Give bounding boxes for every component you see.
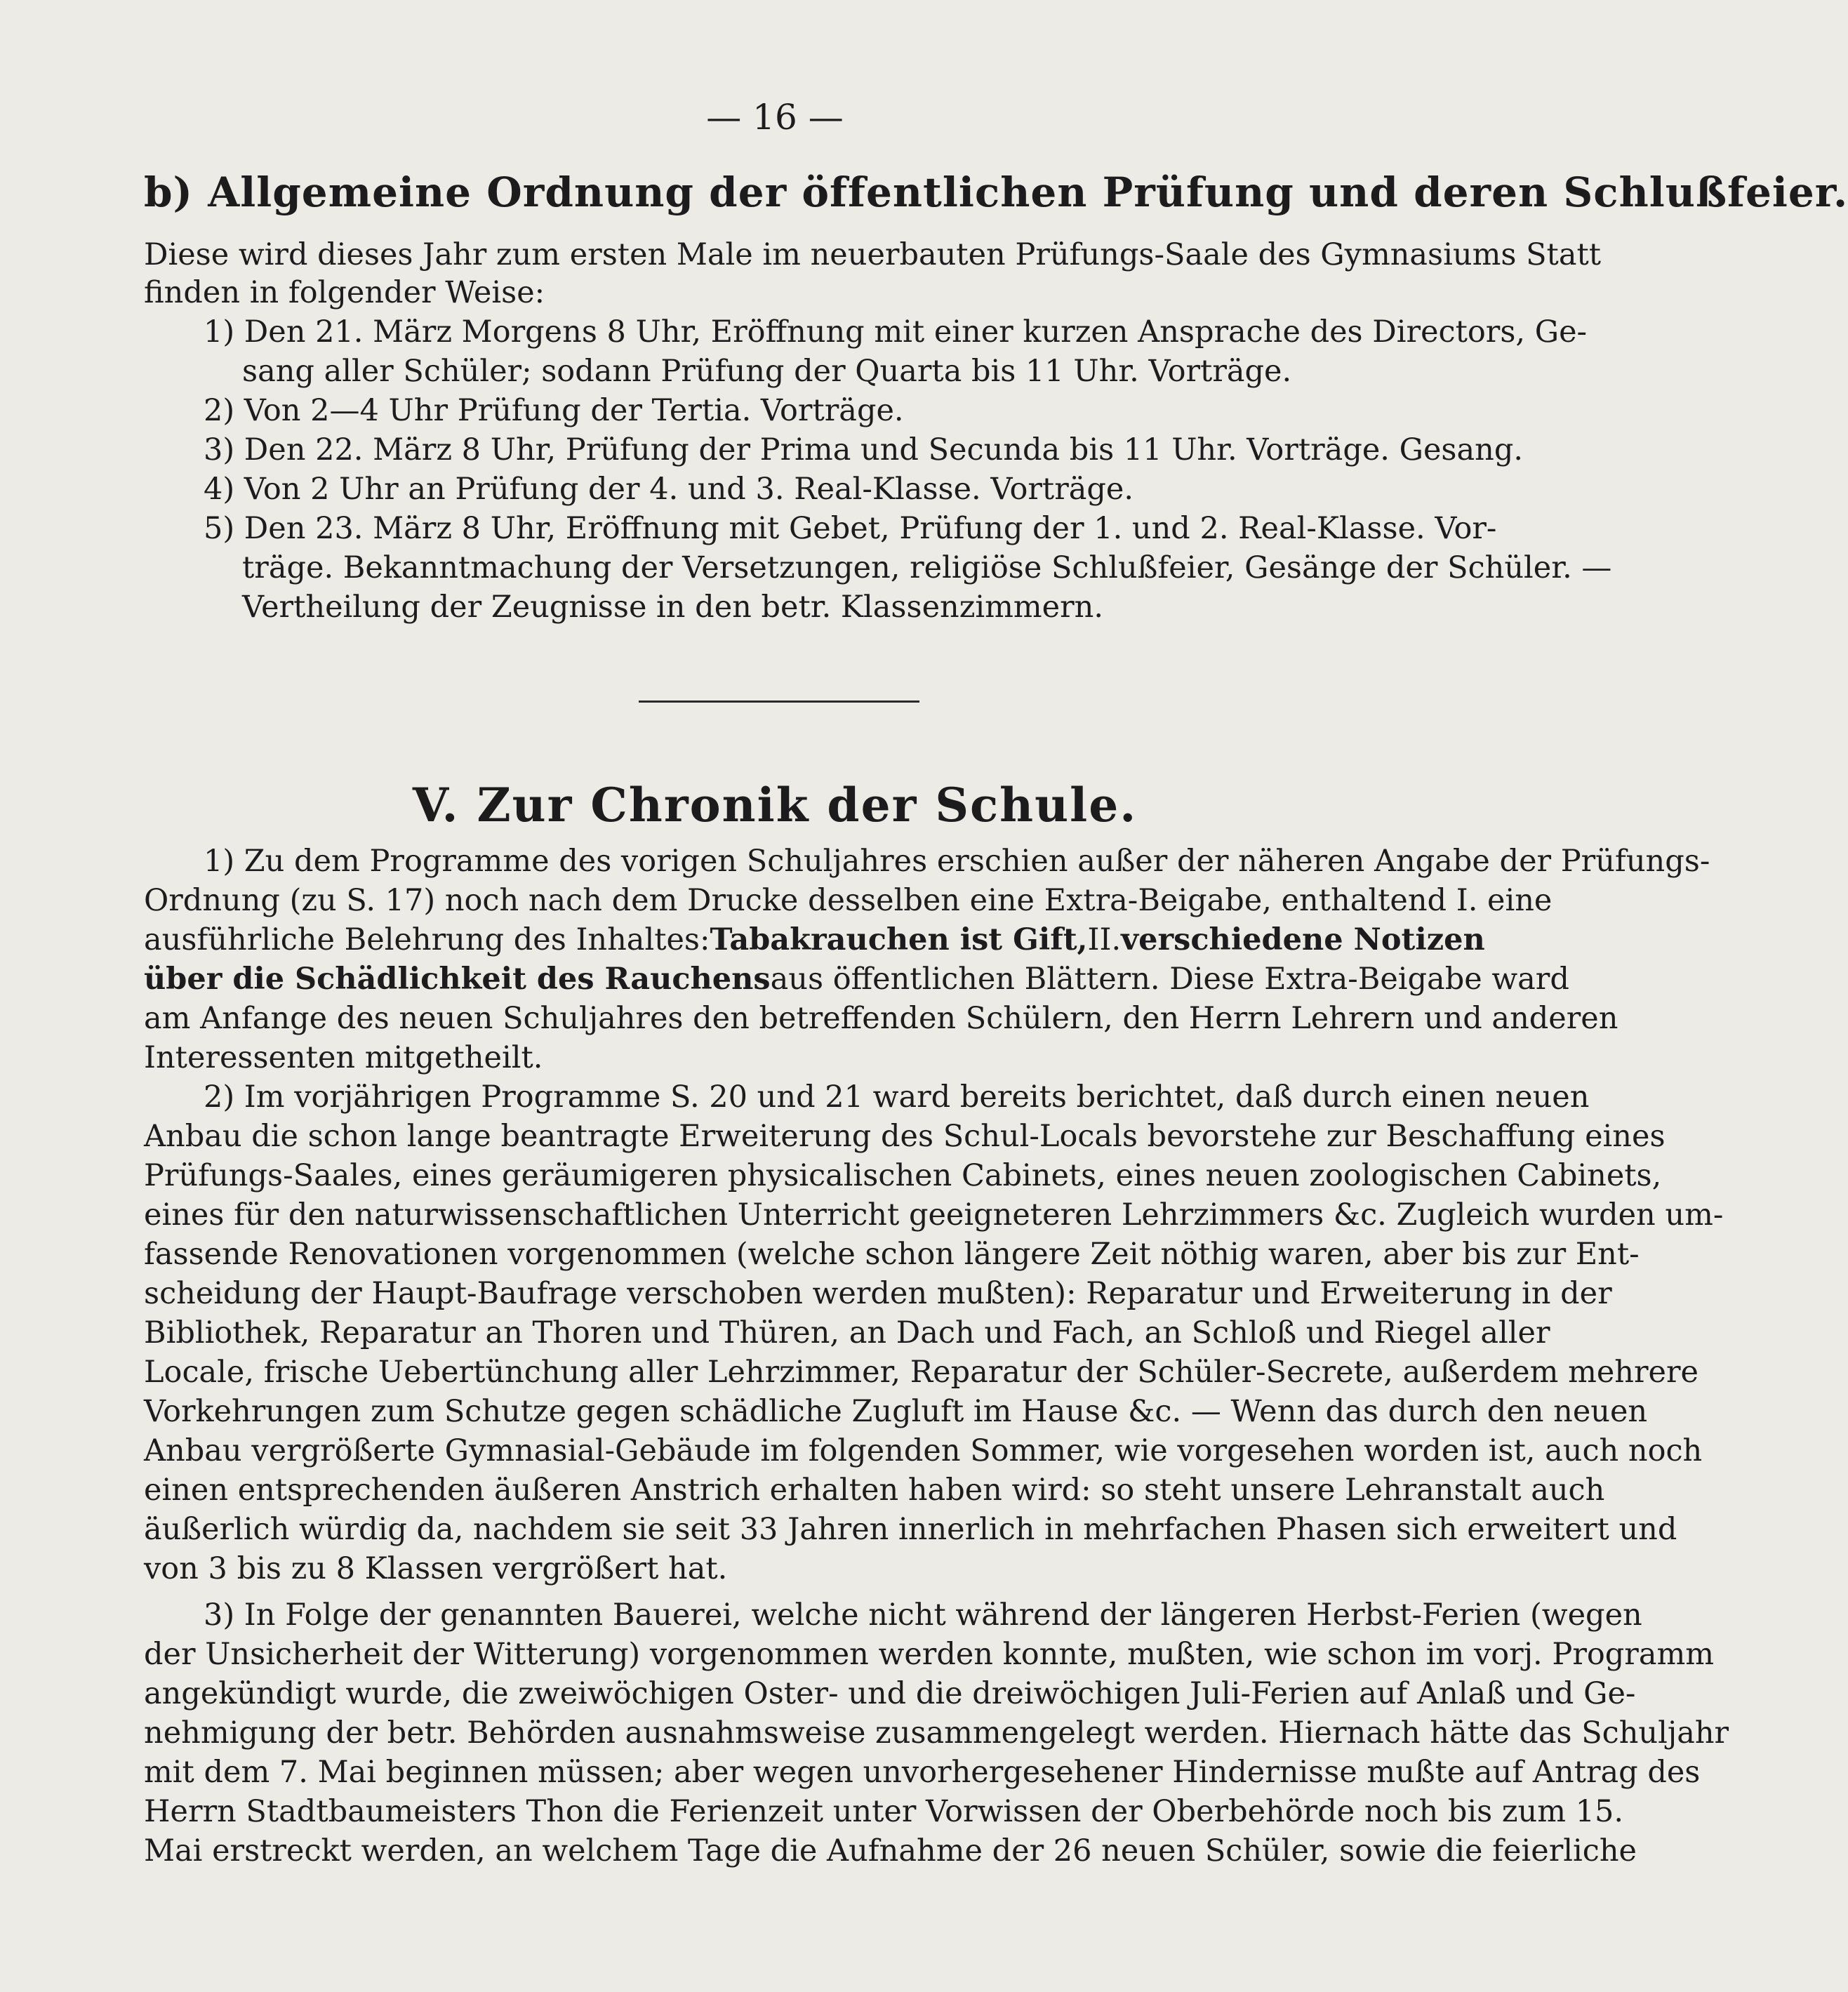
- list-item: 2) Von 2—4 Uhr Prüfung der Tertia. Vorträge.: [204, 393, 904, 428]
- text-line: [144, 960, 1569, 998]
- text-line: 2) Im vorjährigen Programme S. 20 und 21 ward bereits berichtet, daß durch einen neuen: [204, 1080, 1590, 1115]
- text-line: eines für den naturwissenschaftlichen Unterricht geeigneteren Lehrzimmers &c. Zugleich wurden um-: [144, 1197, 1724, 1233]
- text-fragment: aus öffentlichen Blättern. Diese Extra-Beigabe ward: [770, 962, 1569, 997]
- text-line: am Anfange des neuen Schuljahres den betreffenden Schülern, den Herrn Lehrern und anderen: [144, 1001, 1618, 1036]
- text-line: Herrn Stadtbaumeisters Thon die Ferienzeit unter Vorwissen der Oberbehörde noch bis zum 15.: [144, 1794, 1624, 1829]
- text-line: Vorkehrungen zum Schutze gegen schädliche Zugluft im Hause &c. — Wenn das durch den neuen: [144, 1394, 1648, 1429]
- text-line: Diese wird dieses Jahr zum ersten Male im neuerbauten Prüfungs-Saale des Gymnasiums Statt: [144, 237, 1602, 272]
- emphasized-title: Tabakrauchen ist Gift,: [710, 922, 1088, 957]
- text-line: Prüfungs-Saales, eines geräumigeren physicalischen Cabinets, eines neuen zoologischen Cabinets,: [144, 1158, 1662, 1193]
- text-line: Mai erstreckt werden, an welchem Tage die Aufnahme der 26 neuen Schüler, sowie die feierliche: [144, 1833, 1637, 1868]
- text-fragment: ausführliche Belehrung des Inhaltes:: [144, 922, 710, 957]
- text-line: [144, 921, 1485, 959]
- text-line: 3) In Folge der genannten Bauerei, welche nicht während der längeren Herbst-Ferien (wegen: [204, 1598, 1642, 1633]
- text-line: Anbau die schon lange beantragte Erweiterung des Schul-Locals bevorstehe zur Beschaffung eines: [144, 1119, 1666, 1154]
- list-item: 1) Den 21. März Morgens 8 Uhr, Eröffnung mit einer kurzen Ansprache des Directors, Ge-: [204, 314, 1588, 350]
- text-line: nehmigung der betr. Behörden ausnahmsweise zusammengelegt werden. Hiernach hätte das Schuljahr: [144, 1715, 1729, 1751]
- text-line: finden in folgender Weise:: [144, 275, 545, 310]
- text-line: Interessenten mitgetheilt.: [144, 1040, 543, 1075]
- text-line: der Unsicherheit der Witterung) vorgenommen werden konnte, mußten, wie schon im vorj. Programm: [144, 1637, 1715, 1672]
- page-number: — 16 —: [706, 97, 844, 138]
- list-item: 4) Von 2 Uhr an Prüfung der 4. und 3. Real-Klasse. Vorträge.: [204, 472, 1134, 507]
- text-line: 1) Zu dem Programme des vorigen Schuljahres erschien außer der näheren Angabe der Prüfungs-: [204, 844, 1710, 879]
- section-v-heading: V. Zur Chronik der Schule.: [412, 778, 1138, 832]
- text-line: einen entsprechenden äußeren Anstrich erhalten haben wird: so steht unsere Lehranstalt auch: [144, 1473, 1605, 1508]
- list-item-continuation: träge. Bekanntmachung der Versetzungen, religiöse Schlußfeier, Gesänge der Schüler. —: [242, 550, 1612, 585]
- list-item-continuation: sang aller Schüler; sodann Prüfung der Quarta bis 11 Uhr. Vorträge.: [242, 354, 1292, 389]
- text-line: angekündigt wurde, die zweiwöchigen Oster- und die dreiwöchigen Juli-Ferien auf Anlaß und Ge-: [144, 1676, 1636, 1711]
- list-item-continuation: Vertheilung der Zeugnisse in den betr. Klassenzimmern.: [242, 590, 1104, 625]
- text-line: äußerlich würdig da, nachdem sie seit 33 Jahren innerlich in mehrfachen Phasen sich erweitert und: [144, 1512, 1677, 1547]
- emphasized-title: verschiedene Notizen: [1121, 922, 1485, 957]
- text-fragment: II.: [1087, 922, 1122, 957]
- emphasized-title: über die Schädlichkeit des Rauchens: [144, 962, 771, 997]
- list-item: 3) Den 22. März 8 Uhr, Prüfung der Prima und Secunda bis 11 Uhr. Vorträge. Gesang.: [204, 432, 1524, 467]
- text-line: Bibliothek, Reparatur an Thoren und Thüren, an Dach und Fach, an Schloß und Riegel aller: [144, 1315, 1550, 1350]
- text-line: Ordnung (zu S. 17) noch nach dem Drucke desselben eine Extra-Beigabe, enthaltend I. eine: [144, 883, 1553, 918]
- text-line: Anbau vergrößerte Gymnasial-Gebäude im folgenden Sommer, wie vorgesehen worden ist, auch noch: [144, 1433, 1703, 1468]
- section-divider: [639, 700, 919, 703]
- text-line: von 3 bis zu 8 Klassen vergrößert hat.: [144, 1551, 728, 1586]
- text-line: Locale, frische Uebertünchung aller Lehrzimmer, Reparatur der Schüler-Secrete, außerdem mehrere: [144, 1355, 1699, 1390]
- text-line: scheidung der Haupt-Baufrage verschoben werden mußten): Reparatur und Erweiterung in der: [144, 1276, 1612, 1311]
- section-b-heading: b) Allgemeine Ordnung der öffentlichen Prüfung und deren Schlußfeier.: [144, 168, 1848, 216]
- text-line: mit dem 7. Mai beginnen müssen; aber wegen unvorhergesehener Hindernisse mußte auf Antrag des: [144, 1755, 1701, 1790]
- text-line: fassende Renovationen vorgenommen (welche schon längere Zeit nöthig waren, aber bis zur Ent-: [144, 1237, 1640, 1272]
- list-item: 5) Den 23. März 8 Uhr, Eröffnung mit Gebet, Prüfung der 1. und 2. Real-Klasse. Vor-: [204, 511, 1497, 546]
